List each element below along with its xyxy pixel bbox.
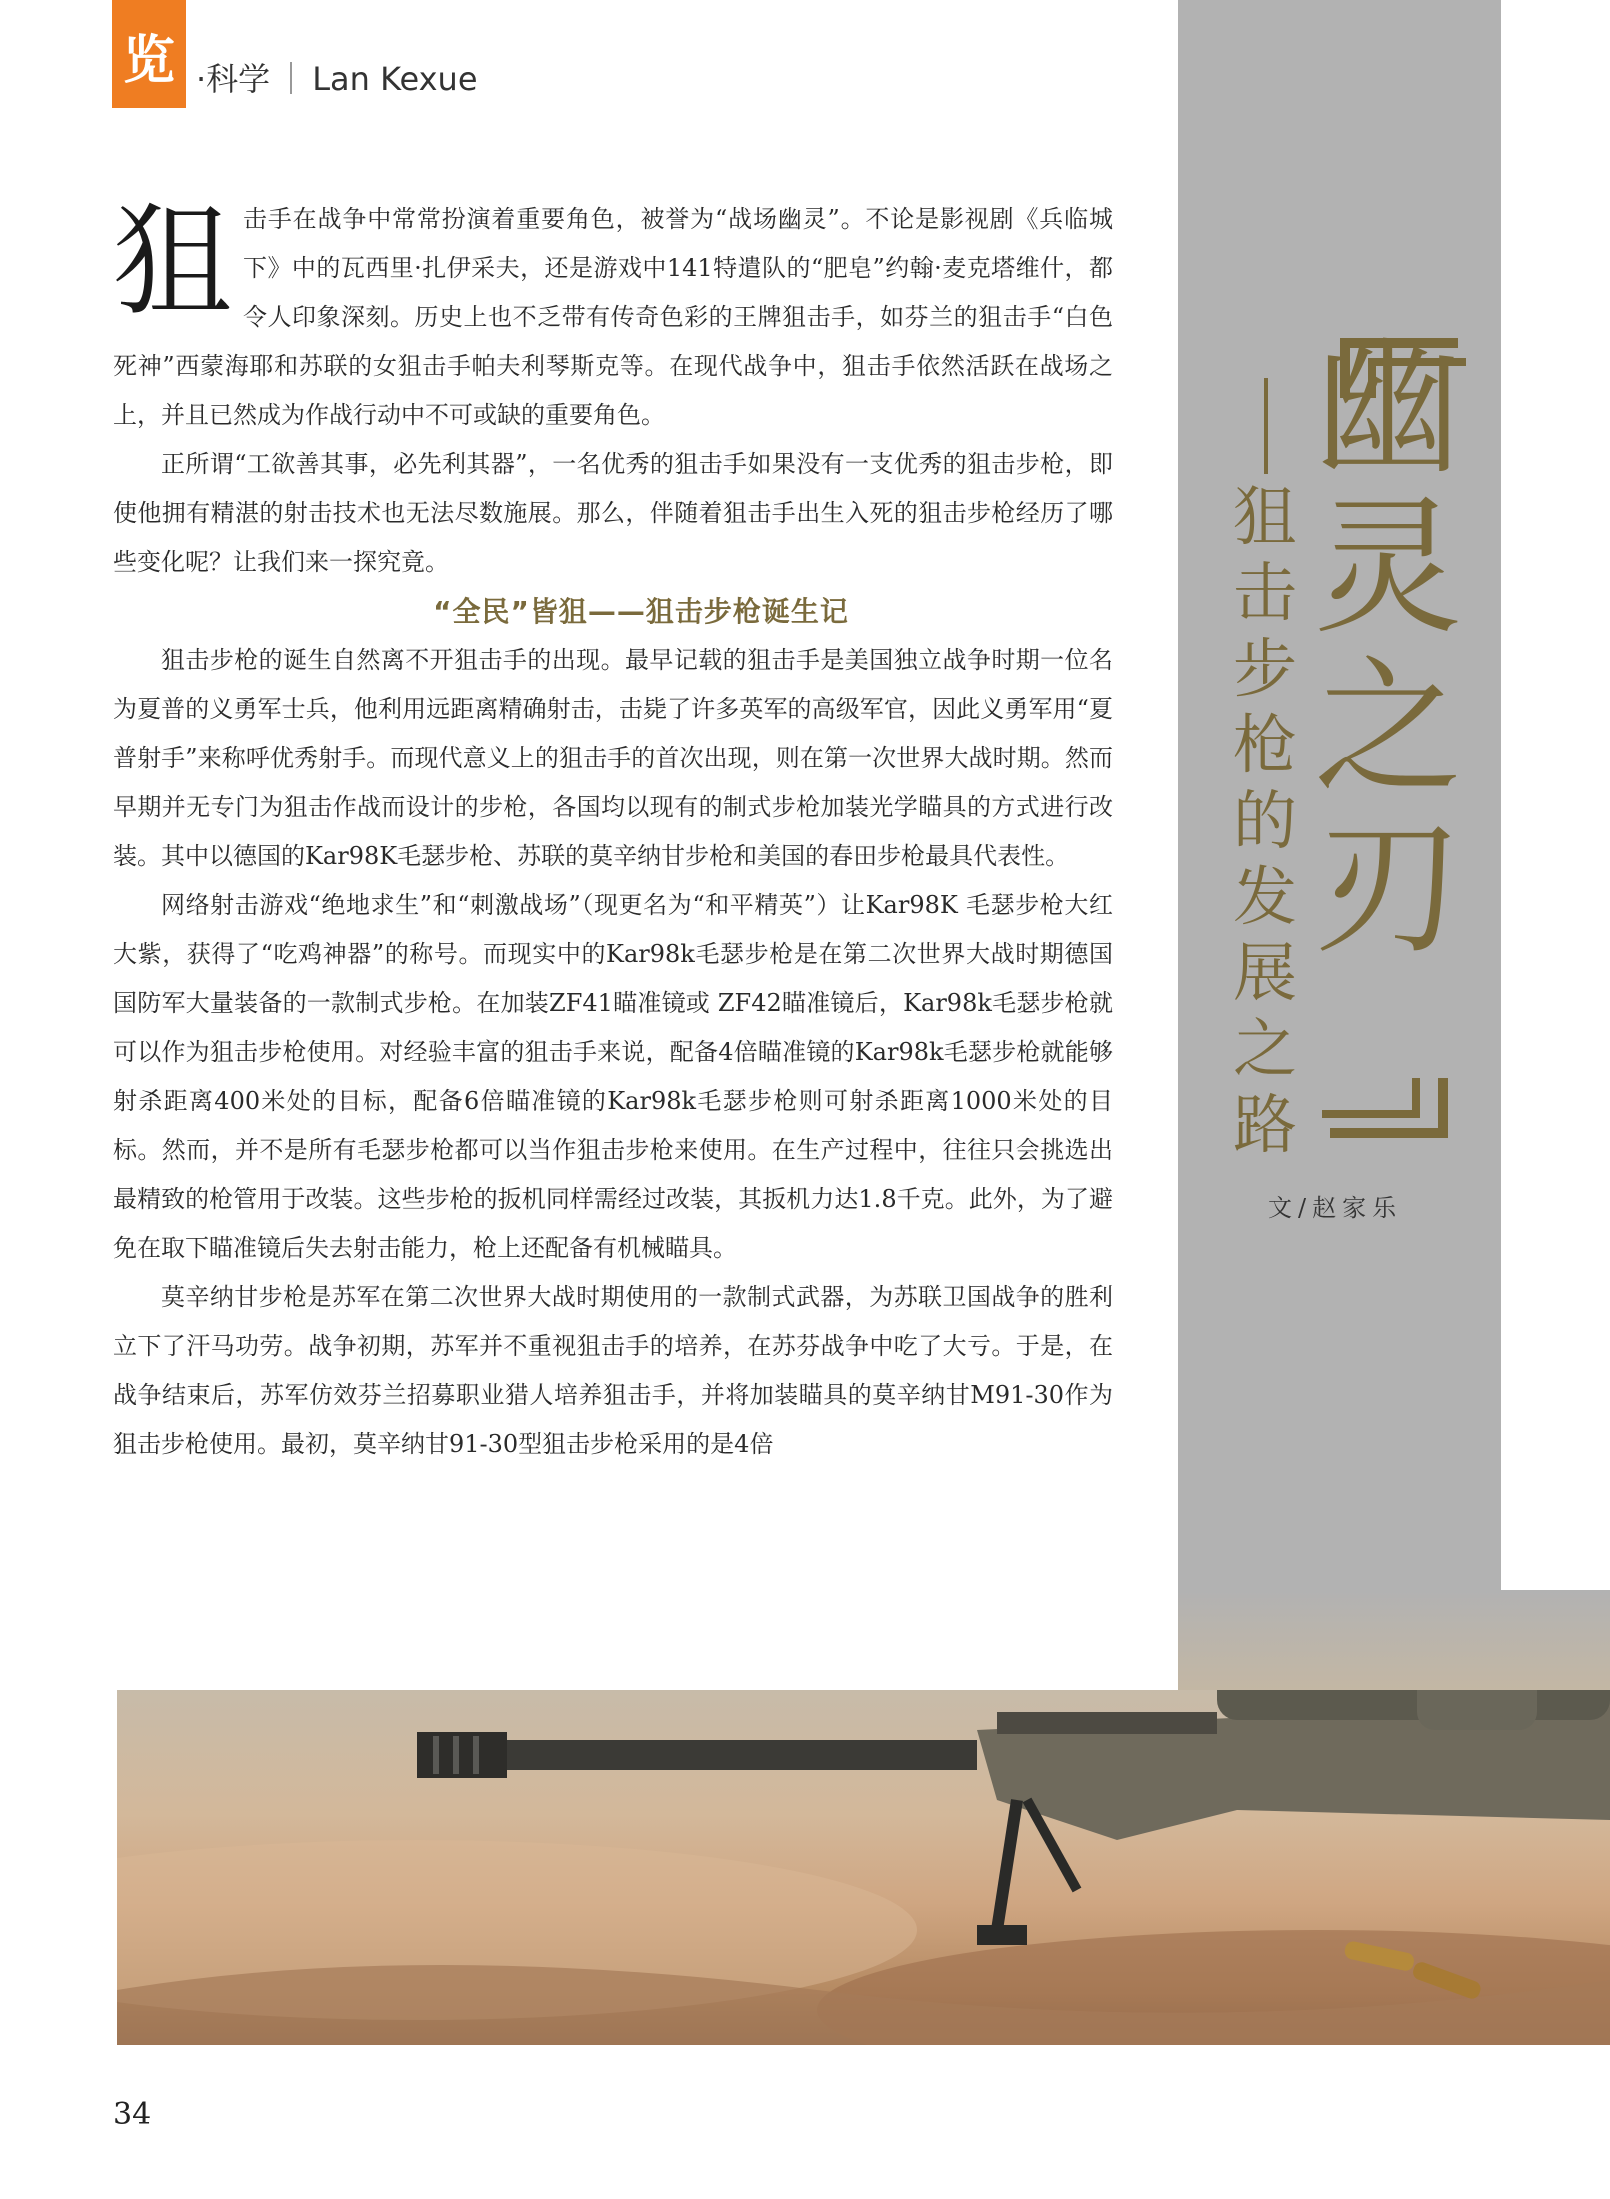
paragraph-2: 正所谓“工欲善其事，必先利其器”，一名优秀的狙击手如果没有一支优秀的狙击步枪，即使他拥有精湛的射击技术也无法尽数施展。那么，伴随着狙击手出生入死的狙击步枪经历了哪些变化呢？让我们来一探究竟。 — [113, 450, 1113, 576]
rifle-illustration — [117, 1690, 1610, 2045]
paragraph-1-text: 击手在战争中常常扮演着重要角色，被誉为“战场幽灵”。不论是影视剧《兵临城下》中的瓦西里·扎伊采夫，还是游戏中141特遣队的“肥皂”约翰·麦克塔维什，都令人印象深刻。历史上也不乏带有传奇色彩的王牌狙击手，如芬兰的狙击手“白色死神”西蒙海耶和苏联的女狙击手帕夫利琴斯克等。在现代战争中，狙击手依然活跃在战场之上，并且已然成为作战行动中不可或缺的重要角色。 — [113, 205, 1113, 429]
section-pinyin: Lan Kexue — [312, 60, 478, 98]
photo-top-fade — [1178, 1590, 1610, 1690]
section-header — [196, 54, 478, 100]
header-divider — [290, 62, 292, 94]
drop-cap: 狙 — [113, 193, 233, 332]
paragraph-4: 网络射击游戏“绝地求生”和“刺激战场”（现更名为“和平精英”）让Kar98K 毛瑟步枪大红大紫，获得了“吃鸡神器”的称号。而现实中的Kar98k毛瑟步枪是在第二次世界大战时期德国国防军大量装备的一款制式步枪。在加装ZF41瞄准镜或 ZF42瞄准镜后，Kar98k毛瑟步枪就可以作为狙击步枪使用。对经验丰富的狙击手来说，配备4倍瞄准镜的Kar98k毛瑟步枪就能够射杀距离400米处的目标，配备6倍瞄准镜的Kar98k毛瑟步枪则可射杀距离1000米处的目标。然而，并不是所有毛瑟步枪都可以当作狙击步枪来使用。在生产过程中，往往只会挑选出最精致的枪管用于改装。这些步枪的扳机同样需经过改装，其扳机力达1.8千克。此外，为了避免在取下瞄准镜后失去射击能力，枪上还配备有机械瞄具。 — [113, 891, 1113, 1262]
article-subtitle: 狙击步枪的发展之路 — [1233, 481, 1297, 1163]
section-heading: “全民”皆狙——狙击步枪诞生记 — [433, 595, 849, 628]
sniper-rifle-photo — [117, 1690, 1610, 2045]
article-title — [1308, 322, 1468, 974]
section-badge: 览 — [112, 0, 186, 108]
panel-margin — [1501, 0, 1610, 1590]
paragraph-3: 狙击步枪的诞生自然离不开狙击手的出现。最早记载的狙击手是美国独立战争时期一位名为夏普的义勇军士兵，他利用远距离精确射击，击毙了许多英军的高级军官，因此义勇军用“夏普射手”来称呼优秀射手。而现代意义上的狙击手的首次出现，则在第一次世界大战时期。然而早期并无专门为狙击作战而设计的步枪，各国均以现有的制式步枪加装光学瞄具的方式进行改装。其中以德国的Kar98K毛瑟步枪、苏联的莫辛纳甘步枪和美国的春田步枪最具代表性。 — [113, 646, 1113, 870]
article-title-text: 幽灵之刃 — [1314, 322, 1462, 974]
title-close-bracket — [1330, 1078, 1448, 1138]
page-number: 34 — [113, 2097, 152, 2132]
paragraph-5: 莫辛纳甘步枪是苏军在第二次世界大战时期使用的一款制式武器，为苏联卫国战争的胜利立下了汗马功劳。战争初期，苏军并不重视狙击手的培养，在苏芬战争中吃了大亏。于是，在战争结束后，苏军仿效芬兰招募职业猎人培养狙击手，并将加装瞄具的莫辛纳甘M91-30作为狙击步枪使用。最初，莫辛纳甘91-30型狙击步枪采用的是4倍 — [113, 1283, 1113, 1458]
section-name: ·科学 — [196, 60, 271, 98]
subtitle-dash — [1264, 378, 1268, 474]
article-body — [113, 195, 1113, 1469]
author-byline: 文/赵家乐 — [1268, 1194, 1403, 1222]
paragraph-intro — [113, 195, 1113, 440]
